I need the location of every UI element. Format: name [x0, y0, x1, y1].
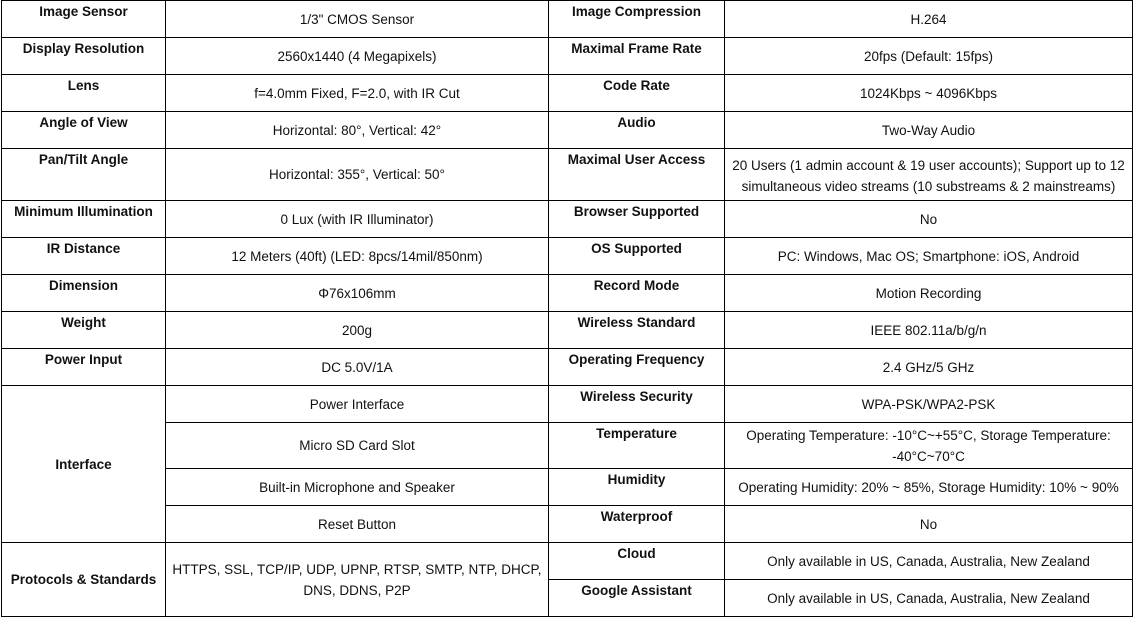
label-ir-distance: IR Distance [2, 238, 166, 275]
value-cloud: Only available in US, Canada, Australia, New Zealand [725, 543, 1133, 580]
label-browser-supported: Browser Supported [549, 201, 725, 238]
spec-row-protocols-1 [2, 543, 1133, 580]
value-minimum-illumination: 0 Lux (with IR Illuminator) [166, 201, 549, 238]
value-image-sensor: 1/3" CMOS Sensor [166, 1, 549, 38]
value-maximal-user-access: 20 Users (1 admin account & 19 user accounts); Support up to 12 simultaneous video streams (10 substreams & 2 mainstreams) [725, 149, 1133, 201]
value-microphone-speaker: Built-in Microphone and Speaker [166, 469, 549, 506]
spec-row-power-input [2, 349, 1133, 386]
label-maximal-frame-rate: Maximal Frame Rate [549, 38, 725, 75]
spec-row-minimum-illumination [2, 201, 1133, 238]
value-display-resolution: 2560x1440 (4 Megapixels) [166, 38, 549, 75]
label-audio: Audio [549, 112, 725, 149]
label-display-resolution: Display Resolution [2, 38, 166, 75]
value-browser-supported: No [725, 201, 1133, 238]
value-dimension: Φ76x106mm [166, 275, 549, 312]
spec-row-dimension [2, 275, 1133, 312]
label-record-mode: Record Mode [549, 275, 725, 312]
spec-row-image-sensor [2, 1, 1133, 38]
spec-row-ir-distance [2, 238, 1133, 275]
value-os-supported: PC: Windows, Mac OS; Smartphone: iOS, Android [725, 238, 1133, 275]
label-lens: Lens [2, 75, 166, 112]
label-operating-frequency: Operating Frequency [549, 349, 725, 386]
label-weight: Weight [2, 312, 166, 349]
spec-table [1, 0, 1133, 617]
label-protocols-standards: Protocols & Standards [2, 543, 166, 617]
spec-row-weight [2, 312, 1133, 349]
spec-row-interface-4 [2, 506, 1133, 543]
value-google-assistant: Only available in US, Canada, Australia, New Zealand [725, 580, 1133, 617]
label-interface: Interface [2, 386, 166, 543]
label-waterproof: Waterproof [549, 506, 725, 543]
value-reset-button: Reset Button [166, 506, 549, 543]
label-wireless-standard: Wireless Standard [549, 312, 725, 349]
label-pan-tilt-angle: Pan/Tilt Angle [2, 149, 166, 201]
value-operating-frequency: 2.4 GHz/5 GHz [725, 349, 1133, 386]
spec-row-pan-tilt-angle [2, 149, 1133, 201]
label-humidity: Humidity [549, 469, 725, 506]
value-audio: Two-Way Audio [725, 112, 1133, 149]
spec-row-lens [2, 75, 1133, 112]
value-micro-sd-card-slot: Micro SD Card Slot [166, 423, 549, 469]
value-ir-distance: 12 Meters (40ft) (LED: 8pcs/14mil/850nm) [166, 238, 549, 275]
label-angle-of-view: Angle of View [2, 112, 166, 149]
label-maximal-user-access: Maximal User Access [549, 149, 725, 201]
value-waterproof: No [725, 506, 1133, 543]
value-humidity: Operating Humidity: 20% ~ 85%, Storage Humidity: 10% ~ 90% [725, 469, 1133, 506]
spec-row-interface-2 [2, 423, 1133, 469]
value-power-input: DC 5.0V/1A [166, 349, 549, 386]
label-minimum-illumination: Minimum Illumination [2, 201, 166, 238]
label-power-input: Power Input [2, 349, 166, 386]
value-wireless-security: WPA-PSK/WPA2-PSK [725, 386, 1133, 423]
label-image-compression: Image Compression [549, 1, 725, 38]
label-image-sensor: Image Sensor [2, 1, 166, 38]
spec-row-interface-1 [2, 386, 1133, 423]
label-os-supported: OS Supported [549, 238, 725, 275]
value-angle-of-view: Horizontal: 80°, Vertical: 42° [166, 112, 549, 149]
spec-row-interface-3 [2, 469, 1133, 506]
value-code-rate: 1024Kbps ~ 4096Kbps [725, 75, 1133, 112]
label-cloud: Cloud [549, 543, 725, 580]
label-dimension: Dimension [2, 275, 166, 312]
value-record-mode: Motion Recording [725, 275, 1133, 312]
value-image-compression: H.264 [725, 1, 1133, 38]
value-temperature: Operating Temperature: -10°C~+55°C, Storage Temperature: -40°C~70°C [725, 423, 1133, 469]
label-google-assistant: Google Assistant [549, 580, 725, 617]
label-code-rate: Code Rate [549, 75, 725, 112]
value-protocols-standards: HTTPS, SSL, TCP/IP, UDP, UPNP, RTSP, SMTP, NTP, DHCP, DNS, DDNS, P2P [166, 543, 549, 617]
value-weight: 200g [166, 312, 549, 349]
value-lens: f=4.0mm Fixed, F=2.0, with IR Cut [166, 75, 549, 112]
value-wireless-standard: IEEE 802.11a/b/g/n [725, 312, 1133, 349]
label-wireless-security: Wireless Security [549, 386, 725, 423]
value-power-interface: Power Interface [166, 386, 549, 423]
spec-row-display-resolution [2, 38, 1133, 75]
value-maximal-frame-rate: 20fps (Default: 15fps) [725, 38, 1133, 75]
spec-row-angle-of-view [2, 112, 1133, 149]
label-temperature: Temperature [549, 423, 725, 469]
value-pan-tilt-angle: Horizontal: 355°, Vertical: 50° [166, 149, 549, 201]
